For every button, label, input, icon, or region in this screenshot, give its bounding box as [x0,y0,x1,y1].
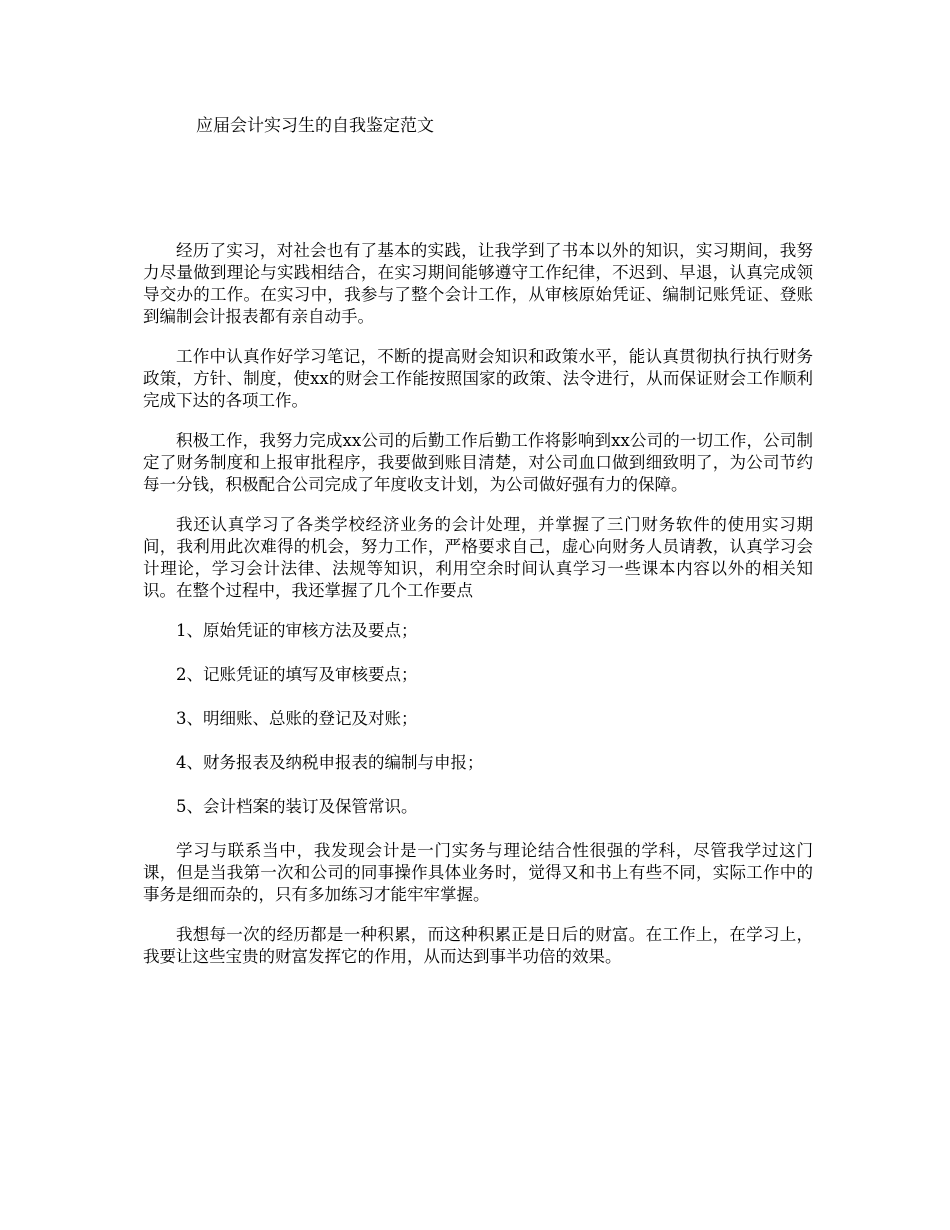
list-item-3: 3、明细账、总账的登记及对账； [176,709,418,728]
paragraph-intro: 经历了实习，对社会也有了基本的实践，让我学到了书本以外的知识，实习期间，我努力尽量做到理论与实践相结合，在实习期间能够遵守工作纪律，不迟到、早退，认真完成领导交办的工作。在实习中，我参与了整个会计工作，从审核原始凭证、编制记账凭证、登账到编制会计报表都有亲自动手。 [143,241,813,326]
list-item-2: 2、记账凭证的填写及审核要点； [176,665,418,684]
paragraph-active-work: 积极工作，我努力完成xx公司的后勤工作后勤工作将影响到xx公司的一切工作，公司制定了财务制度和上报审批程序，我要做到账目清楚，对公司血口做到细致明了，为公司节约每一分钱，积极配合公司完成了年度收支计划，为公司做好强有力的保障。 [143,431,813,494]
list-item-4: 4、财务报表及纳税申报表的编制与申报； [176,753,484,772]
document-body [143,240,813,986]
paragraph-study-notes: 工作中认真作好学习笔记，不断的提高财会知识和政策水平，能认真贯彻执行执行财务政策，方针、制度，使xx的财会工作能按照国家的政策、法令进行，从而保证财会工作顺利完成下达的各项工作。 [143,347,813,410]
paragraph-conclusion: 我想每一次的经历都是一种积累，而这种积累正是日后的财富。在工作上，在学习上，我要让这些宝贵的财富发挥它的作用，从而达到事半功倍的效果。 [143,925,813,966]
paragraph-practice: 学习与联系当中，我发现会计是一门实务与理论结合性很强的学科，尽管我学过这门课，但是当我第一次和公司的同事操作具体业务时，觉得又和书上有些不同，实际工作中的事务是细而杂的，只有多加练习才能牢牢掌握。 [143,841,813,904]
list-item-5: 5、会计档案的装订及保管常识。 [176,797,418,816]
paragraph-learning: 我还认真学习了各类学校经济业务的会计处理，并掌握了三门财务软件的使用实习期间，我利用此次难得的机会，努力工作，严格要求自己，虚心向财务人员请教，认真学习会计理论，学习会计法律、法规等知识，利用空余时间认真学习一些课本内容以外的相关知识。在整个过程中，我还掌握了几个工作要点 [143,515,813,600]
list-item-1: 1、原始凭证的审核方法及要点； [176,621,418,640]
document-title: 应届会计实习生的自我鉴定范文 [196,116,434,136]
